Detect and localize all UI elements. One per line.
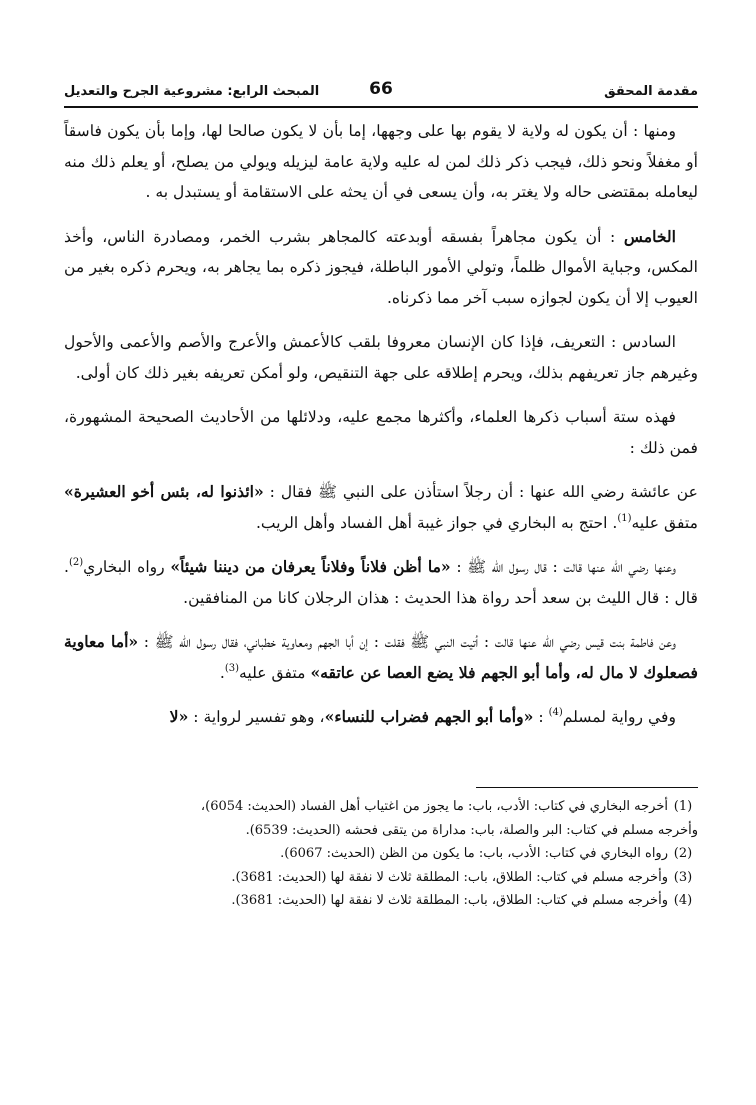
footnote-text: وأخرجه مسلم في كتاب: الطلاق، باب: المطلقة ثلاث لا نفقة لها (الحديث: 3681). bbox=[231, 869, 668, 885]
footnote-text: وأخرجه مسلم في كتاب: البر والصلة، باب: مداراة من يتقى فحشه (الحديث: 6539). bbox=[245, 822, 698, 838]
hadith-quote: «ما أظن فلاناً وفلاناً يعرفان من ديننا شيئاً» bbox=[170, 557, 451, 576]
footnote-number: (2) bbox=[673, 846, 693, 861]
paragraph-lead: الخامس bbox=[623, 226, 676, 246]
page-number: 66 bbox=[369, 79, 393, 99]
paragraph: السادس : التعريف، فإذا كان الإنسان معروفا بلقب كالأعمش والأعرج والأصم والأعمى والأحول وغيرهم جاز تعريفهم بذلك، ويحرم إطلاقه على جهة التنقيص، ولو أمكن تعريفه بغير ذلك كان أولى. bbox=[64, 333, 698, 382]
footnotes bbox=[64, 795, 698, 913]
footnote-ref[interactable]: (4) bbox=[548, 707, 563, 718]
main-text bbox=[64, 116, 698, 747]
footnote-text: رواه البخاري في كتاب: الأدب، باب: ما يكون من الظن (الحديث: 6067). bbox=[280, 846, 668, 861]
footnote-ref[interactable]: (1) bbox=[617, 512, 632, 524]
footnote-ref[interactable]: (3) bbox=[224, 662, 240, 674]
header-section-title: مقدمة المحقق bbox=[604, 83, 698, 99]
footnote-number: (3) bbox=[673, 869, 693, 885]
footnote-text: أخرجه البخاري في كتاب: الأدب، باب: ما يجوز من اغتياب أهل الفساد (الحديث: 6054)، bbox=[200, 799, 668, 814]
paragraph: ومنها : أن يكون له ولاية لا يقوم بها على وجهها، إما بأن لا يكون صالحا لها، وإما بأن يكون فاسقاً أو مغفلاً ونحو ذلك، فيجب ذكر ذلك لمن له عليه ولاية عامة ليزيله ويولي من يصلح، أو يعلم ذلك منه ليعامله بمقتضى حاله ولا يغتر به، وأن يسعى في أن يحثه على الاستقامة أو يستبدل به . bbox=[64, 122, 698, 201]
footnote-number: (4) bbox=[673, 893, 693, 908]
hadith-quote: «أما معاوية فصعلوك لا مال له، وأما أبو الجهم فلا يضع العصا عن عاتقه» bbox=[64, 632, 698, 682]
footnote-continuation bbox=[64, 819, 698, 843]
footnote bbox=[64, 842, 698, 866]
footnote bbox=[64, 795, 698, 819]
header-chapter-title: المبحث الرابع: مشروعية الجرح والتعديل bbox=[64, 83, 320, 99]
footnote bbox=[64, 889, 698, 913]
hadith-paragraph: وعنها رضي الله عنها قالت : قال رسول الله ﷺ : «ما أظن فلاناً وفلاناً يعرفان من ديننا شيئاً» رواه البخاري$^{(2)}$. قال : قال الليث بن سعد أحد رواة هذا الحديث : هذان الرجلان كانا من المنافقين. bbox=[64, 557, 698, 607]
footnote bbox=[64, 866, 698, 890]
hadith-quote: «لا bbox=[169, 707, 189, 726]
footnote-ref[interactable]: (2) bbox=[68, 557, 84, 568]
paragraph: فهذه ستة أسباب ذكرها العلماء، وأكثرها مجمع عليه، ودلائلها من الأحاديث الصحيحة المشهورة، فمن ذلك : bbox=[64, 408, 698, 457]
hadith-quote: «وأما أبو الجهم فضراب للنساء» bbox=[324, 707, 534, 726]
header-rule bbox=[64, 106, 698, 108]
footnote-text: وأخرجه مسلم في كتاب: الطلاق، باب: المطلقة ثلاث لا نفقة لها (الحديث: 3681). bbox=[231, 893, 668, 908]
paragraph: الخامس : أن يكون مجاهراً بفسقه أوبدعته كالمجاهر بشرب الخمر، ومصادرة الناس، وأخذ المكس، وجباية الأموال ظلماً، وتولي الأمور الباطلة، فيجوز ذكره بما يجاهر به، ويحرم ذكره بغير من العيوب إلا أن يكون لجوازه سبب آخر مما ذكرناه. bbox=[64, 226, 698, 307]
footnote-rule bbox=[476, 787, 698, 788]
footnote-number: (1) bbox=[673, 799, 693, 814]
hadith-paragraph: وعن فاطمة بنت قيس رضي الله عنها قالت : أتيت النبي ﷺ فقلت : إن أبا الجهم ومعاوية خطباني، فقال رسول الله ﷺ : «أما معاوية فصعلوك لا مال له، وأما أبو الجهم فلا يضع العصا عن عاتقه» متفق عليه$^{(3)}$. bbox=[64, 632, 698, 682]
running-header bbox=[64, 76, 698, 106]
hadith-quote: «ائذنوا له، بئس أخو العشيرة» bbox=[64, 482, 264, 501]
hadith-paragraph: عن عائشة رضي الله عنها : أن رجلاً استأذن على النبي ﷺ فقال : «ائذنوا له، بئس أخو العشيرة» متفق عليه$^{(1)}$. احتج به البخاري في جواز غيبة أهل الفساد وأهل الريب. bbox=[64, 482, 698, 532]
hadith-paragraph: وفي رواية لمسلم$^{(4)}$ : «وأما أبو الجهم فضراب للنساء»، وهو تفسير لرواية : «لا bbox=[169, 707, 676, 726]
